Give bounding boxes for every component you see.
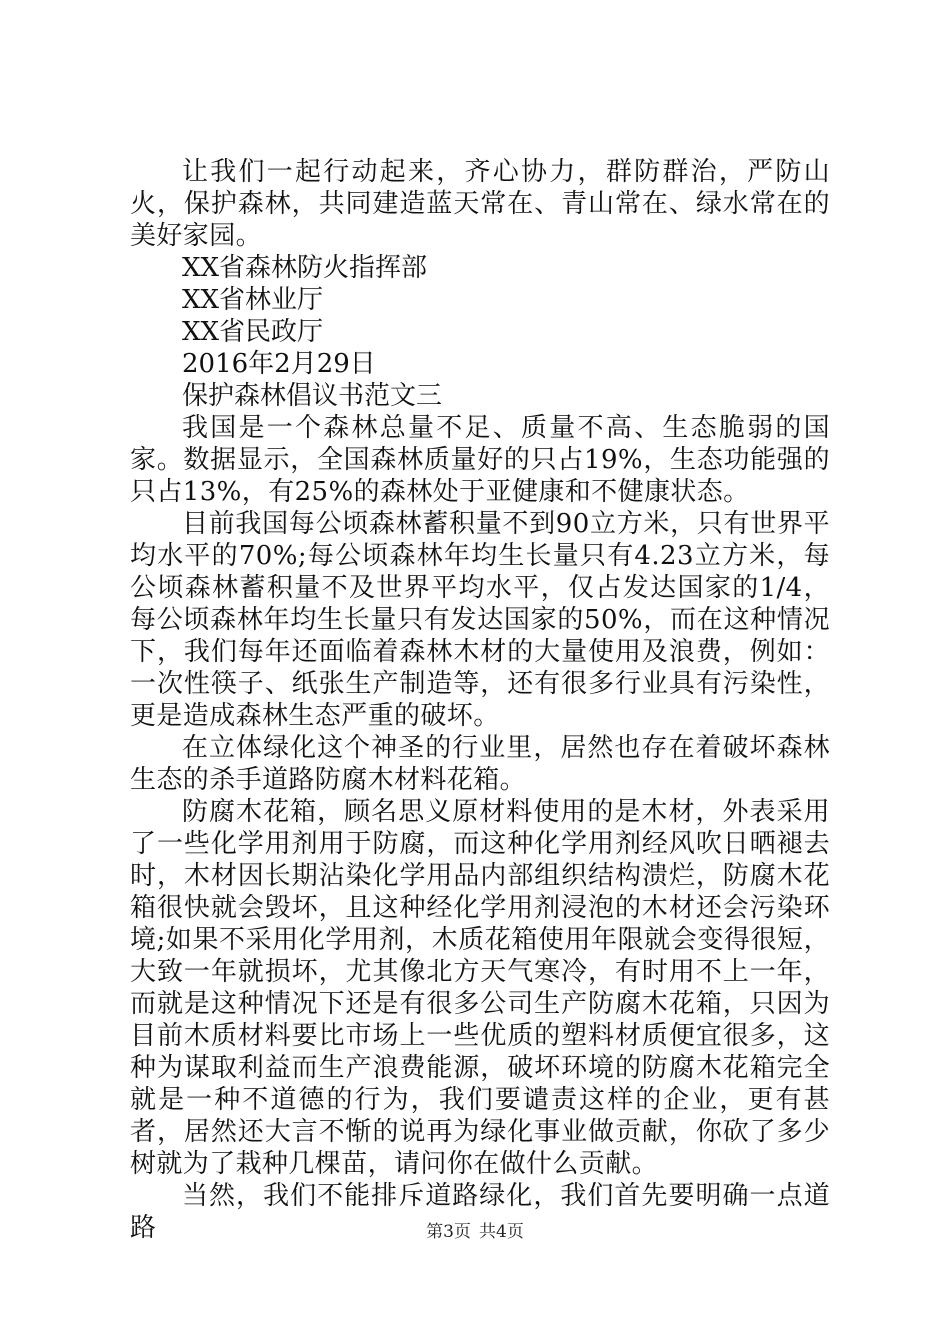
signature-forestry-dept: XX省林业厅	[182, 285, 324, 315]
signature-civil-affairs: XX省民政厅	[182, 317, 324, 347]
paragraph-forest-status: 我国是一个森林总量不足、质量不高、生态脆弱的国家。数据显示，全国森林质量好的只占19%，生态功能强的只占13%，有25%的森林处于亚健康和不健康状态。	[130, 413, 830, 507]
paragraph-preserved-wood-planter: 防腐木花箱，顾名思义原材料使用的是木材，外表采用了一些化学用剂用于防腐，而这种化学用剂经风吹日晒褪去时，木材因长期沾染化学用品内部组织结构溃烂，防腐木花箱很快就会毁坏，且这种经化学用剂浸泡的木材还会污染环境;如果不采用化学用剂，木质花箱使用年限就会变得很短，大致一年就损坏，尤其像北方天气寒冷，有时用不上一年，而就是这种情况下还是有很多公司生产防腐木花箱，只因为目前木质材料要比市场上一些优质的塑料材质便宜很多，这种为谋取利益而生产浪费能源，破坏环境的防腐木花箱完全就是一种不道德的行为，我们要谴责这样的企业，更有甚者，居然还大言不惭的说再为绿化事业做贡献，你砍了多少树就为了栽种几棵苗，请问你在做什么贡献。	[130, 797, 830, 1179]
paragraph-call-to-action: 让我们一起行动起来，齐心协力，群防群治，严防山火，保护森林，共同建造蓝天常在、青山常在、绿水常在的美好家园。	[130, 157, 830, 251]
paragraph-forest-stock: 目前我国每公顷森林蓄积量不到90立方米，只有世界平均水平的70%;每公顷森林年均生长量只有4.23立方米，每公顷森林蓄积量不及世界平均水平，仅占发达国家的1/4，每公顷森林年均生长量只有发达国家的50%，而在这种情况下，我们每年还面临着森林木材的大量使用及浪费，例如：一次性筷子、纸张生产制造等，还有很多行业具有污染性，更是造成森林生态严重的破坏。	[130, 509, 830, 731]
paragraph-road-greening: 当然，我们不能排斥道路绿化，我们首先要明确一点道路	[130, 1181, 830, 1243]
page-total: 共4页	[479, 1222, 524, 1242]
section-title: 保护森林倡议书范文三	[182, 381, 443, 411]
signature-date: 2016年2月29日	[182, 349, 376, 379]
signature-fire-command: XX省森林防火指挥部	[182, 253, 428, 283]
document-body	[130, 156, 830, 1244]
page-number: 第3页	[426, 1222, 471, 1242]
page-footer	[0, 1221, 950, 1243]
paragraph-greening-industry: 在立体绿化这个神圣的行业里，居然也存在着破坏森林生态的杀手道路防腐木材料花箱。	[130, 733, 830, 795]
